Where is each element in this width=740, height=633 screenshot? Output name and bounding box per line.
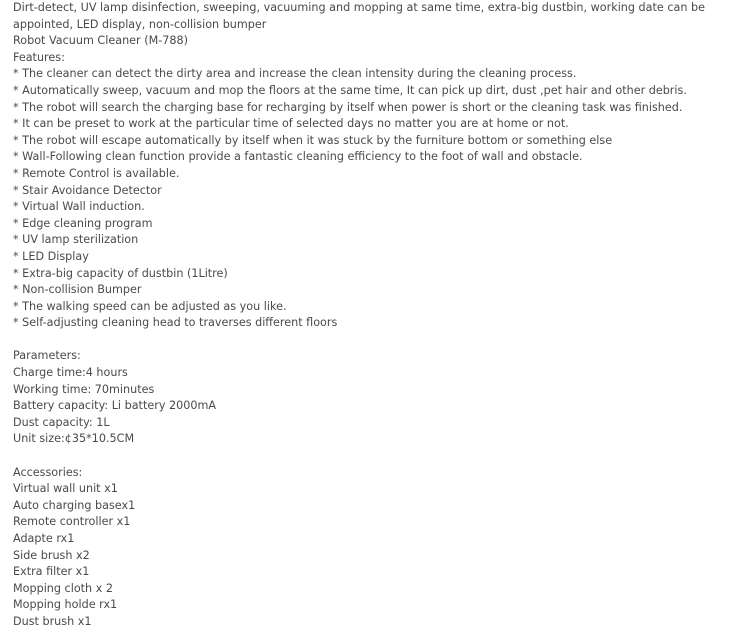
parameters-section <box>13 348 735 448</box>
accessory-item: Extra filter x1 <box>13 565 90 579</box>
accessory-item: Mopping holde rx1 <box>13 598 118 612</box>
product-name: Robot Vacuum Cleaner (M-788) <box>13 34 188 48</box>
feature-item: * Edge cleaning program <box>13 216 153 230</box>
product-description <box>13 0 735 631</box>
feature-item: * Remote Control is available. <box>13 166 180 180</box>
accessory-item: Auto charging basex1 <box>13 498 136 512</box>
parameter-item: Battery capacity: Li battery 2000mA <box>13 399 217 413</box>
intro-line-2: appointed, LED display, non-collision bumper <box>13 17 267 31</box>
parameters-list <box>13 365 735 448</box>
feature-item: * The robot will escape automatically by itself when it was stuck by the furniture bottom or something else <box>13 133 613 147</box>
parameter-item: Unit size:¢35*10.5CM <box>13 432 135 446</box>
feature-item: * Stair Avoidance Detector <box>13 183 162 197</box>
intro-line-1: Dirt-detect, UV lamp disinfection, sweeping, vacuuming and mopping at same time, extra-big dustbin, working date can be <box>13 1 705 14</box>
features-list <box>13 66 735 332</box>
feature-item: * Non-collision Bumper <box>13 283 142 297</box>
section-spacer <box>13 448 735 465</box>
feature-item: * UV lamp sterilization <box>13 233 139 247</box>
feature-item: * LED Display <box>13 249 89 263</box>
accessory-item: Remote controller x1 <box>13 515 131 529</box>
feature-item: * The robot will search the charging base for recharging by itself when power is short or the cleaning task was finished. <box>13 100 683 114</box>
accessories-section <box>13 465 735 631</box>
parameter-item: Working time: 70minutes <box>13 382 155 396</box>
feature-item: * Automatically sweep, vacuum and mop the floors at the same time, It can pick up dirt, dust ,pet hair and other debris. <box>13 83 687 97</box>
parameter-item: Charge time:4 hours <box>13 366 128 380</box>
feature-item: * Wall-Following clean function provide a fantastic cleaning efficiency to the foot of wall and obstacle. <box>13 150 583 164</box>
accessory-item: Dust brush x1 <box>13 614 92 628</box>
feature-item: * The walking speed can be adjusted as you like. <box>13 299 287 313</box>
feature-item: * Virtual Wall induction. <box>13 200 145 214</box>
feature-item: * Extra-big capacity of dustbin (1Litre) <box>13 266 228 280</box>
features-section <box>13 50 735 332</box>
parameter-item: Dust capacity: 1L <box>13 415 110 429</box>
features-heading: Features: <box>13 50 65 64</box>
accessory-item: Virtual wall unit x1 <box>13 482 118 496</box>
accessory-item: Side brush x2 <box>13 548 90 562</box>
intro-section <box>13 0 735 50</box>
accessories-heading: Accessories: <box>13 465 83 479</box>
accessory-item: Mopping cloth x 2 <box>13 581 113 595</box>
feature-item: * Self-adjusting cleaning head to traverses different floors <box>13 316 338 330</box>
feature-item: * It can be preset to work at the particular time of selected days no matter you are at home or not. <box>13 117 569 131</box>
accessory-item: Adapte rx1 <box>13 532 75 545</box>
feature-item: * The cleaner can detect the dirty area and increase the clean intensity during the cleaning process. <box>13 67 577 81</box>
parameters-heading: Parameters: <box>13 349 81 363</box>
section-spacer <box>13 332 735 349</box>
accessories-list <box>13 481 735 630</box>
